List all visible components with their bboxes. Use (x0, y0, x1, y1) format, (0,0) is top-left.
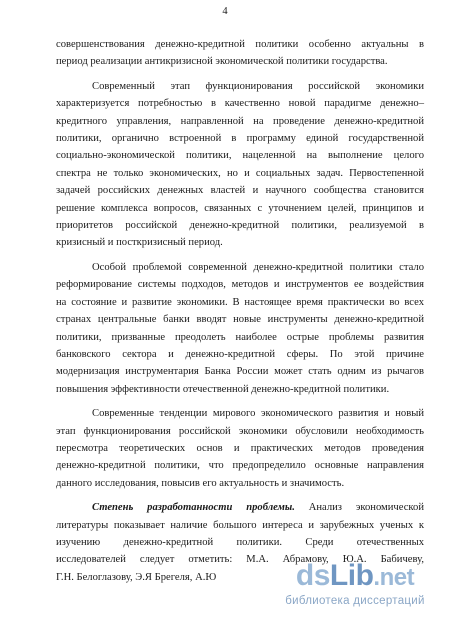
body-text (56, 36, 424, 586)
text-line: модернизация инструментария Банка России может стать одним из рычагов (56, 366, 424, 378)
text-line: решение комплекса вопросов, связанных с уточнением целей, принципов и (56, 202, 424, 214)
text-line: кризисный и посткризисный период. (56, 237, 223, 249)
text-line: Особой проблемой современной денежно-кредитной политики стало (92, 261, 424, 273)
text-line: банковского сектора и денежно-кредитной сферы. По этой причине (56, 348, 424, 360)
text-line: этап функционирования российской экономики обусловили необходимость (56, 425, 424, 437)
text-line: исследователей следует отметить: М.А. Абрамову, Ю.А. Бабичеву, (56, 554, 424, 566)
text-line: Современные тенденции мирового экономического развития и новый (92, 408, 424, 420)
text-line: задачей российских денежных властей и научного сообщества становится (56, 185, 424, 197)
text-line: литературы показывает наличие большого интереса и зарубежных ученых к (56, 519, 424, 531)
paragraph-3 (56, 259, 424, 398)
text-line: характеризуется потребностью в качественно новой парадигме денежно– (56, 98, 424, 110)
text-line: повышения эффективности отечественной денежно-кредитной политики. (56, 383, 390, 395)
text-line (56, 499, 424, 516)
text-line: политики, призванные преодолеть наиболее острые проблемы развития (56, 331, 424, 343)
text-line: период реализации антикризисной экономической политики государства. (56, 56, 388, 68)
watermark-wordmark (270, 560, 440, 594)
text-line: денежно-кредитной политики, что предопределило основные направления (56, 460, 424, 472)
text-line: кредитного управления, направленной на проведение денежно-кредитной (56, 115, 424, 127)
text-line: изучению денежно-кредитной политики. Среди отечественных (56, 536, 424, 548)
watermark-part: .net (373, 564, 415, 591)
page-number: 4 (222, 6, 228, 17)
section-lead: Степень разработанности проблемы. (92, 502, 295, 514)
watermark-part: Lib (329, 559, 374, 592)
text-fragment: Анализ экономической (294, 502, 424, 514)
paragraph-1 (56, 36, 424, 71)
text-line: странах центральные банки вводят новые инструменты денежно-кредитной (56, 314, 424, 326)
text-line: политики, органично встроенной в программу единой государственной (56, 133, 424, 145)
paragraph-2 (56, 78, 424, 252)
text-line: на состояние и развитие экономики. В настоящее время практически во всех (56, 296, 424, 308)
paragraph-4 (56, 405, 424, 492)
text-line: социально-экономической политики, нацеленной на выполнение целого (56, 150, 424, 162)
watermark-subtitle: библиотека диссертаций (285, 595, 425, 607)
text-line: совершенствования денежно-кредитной политики особенно актуальны в (56, 39, 424, 50)
text-line: реформирование системы подходов, методов и инструментов ее воздействия (56, 279, 424, 291)
text-line: пересмотра теоретических основ и практических методов проведения (56, 442, 424, 454)
text-line: приоритетов российской денежно-кредитной политики, реализуемой в (56, 220, 424, 232)
text-line: Г.Н. Белоглазову, Э.Я Брегеля, А.Ю (56, 571, 217, 583)
watermark-logo (270, 560, 440, 612)
text-line: спектра не только экономических, но и социальных задач. Первостепенной (56, 167, 424, 179)
watermark-part: ds (295, 559, 330, 592)
text-line: данного исследования, повысив его актуальность и значимость. (56, 477, 345, 489)
text-line: Современный этап функционирования российской экономики (92, 80, 424, 92)
